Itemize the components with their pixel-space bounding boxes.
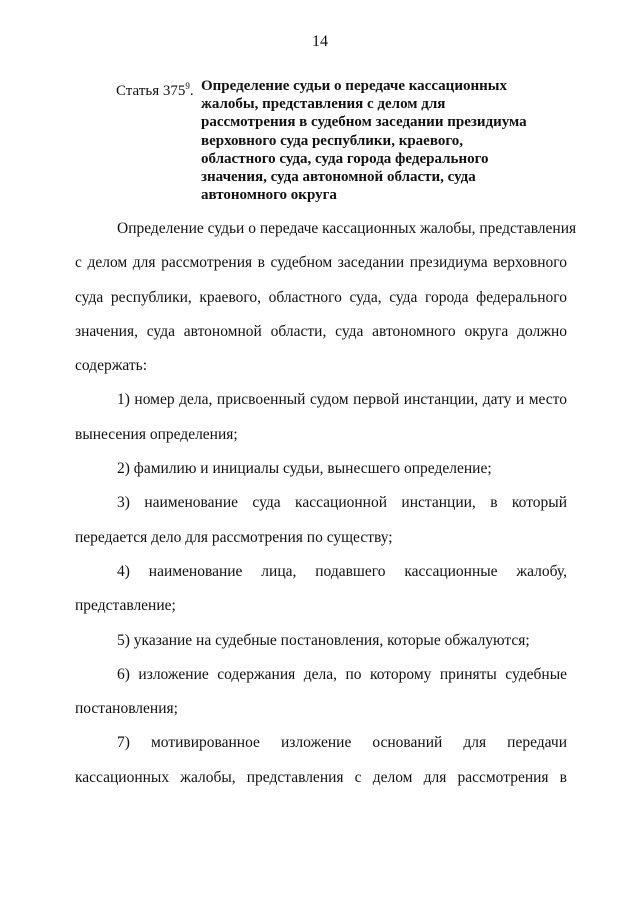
article-label <box>116 77 194 100</box>
paragraph-line: значения, суда автономной области, суда автономного округа должно <box>75 322 567 340</box>
list-item-line: представление; <box>75 597 176 615</box>
article-label-suffix: . <box>189 83 194 99</box>
list-item <box>75 658 567 727</box>
article-title-line: жалобы, представления с делом для <box>201 96 446 113</box>
list-item <box>75 555 567 624</box>
article-title-line: Определение судьи о передаче кассационных <box>201 78 507 94</box>
list-item-line: 2) фамилию и инициалы судьи, вынесшего определение; <box>117 460 492 478</box>
list-item-line: кассационных жалобы, представления с делом для рассмотрения в <box>75 768 567 786</box>
list-item-line: постановления; <box>75 700 178 718</box>
intro-paragraph <box>75 212 577 383</box>
list-item-line: 4) наименование лица, подавшего кассационные жалобу, <box>117 562 567 580</box>
list-item-line: 6) изложение содержания дела, по которому приняты судебные <box>117 665 567 683</box>
article-title-line: верховного суда республики, краевого, <box>201 132 464 149</box>
list-item <box>75 726 567 795</box>
article-title-line: автономного округа <box>201 187 337 204</box>
list-item-line: передается дело для рассмотрения по существу; <box>75 528 393 546</box>
list-item <box>75 486 567 555</box>
list-item-line: 5) указание на судебные постановления, которые обжалуются; <box>117 631 530 649</box>
article-label-prefix: Статья 375 <box>116 83 186 99</box>
article-title-line: областного суда, суда города федерального <box>201 150 489 167</box>
article-label-superscript: 9 <box>185 81 190 91</box>
article-title <box>201 77 546 204</box>
list-item-line: 7) мотивированное изложение оснований для передачи <box>117 734 567 752</box>
paragraph-line: Определение судьи о передаче кассационных жалобы, представления <box>117 220 577 237</box>
paragraph-line: с делом для рассмотрения в судебном заседании президиума верховного <box>75 254 567 272</box>
list-item <box>75 452 567 486</box>
paragraph-line: суда республики, краевого, областного суда, суда города федерального <box>75 288 567 306</box>
list-item <box>75 624 567 658</box>
list-item-line: вынесения определения; <box>75 425 238 443</box>
article-body <box>75 212 577 795</box>
article-title-line: рассмотрения в судебном заседании президиума <box>201 114 527 131</box>
page-number: 14 <box>312 33 328 50</box>
paragraph-line: содержать: <box>75 357 148 375</box>
list-item-line: 1) номер дела, присвоенный судом первой инстанции, дату и место <box>117 391 567 409</box>
article-title-line: значения, суда автономной области, суда <box>201 169 476 186</box>
list-item-line: 3) наименование суда кассационной инстанции, в который <box>117 494 567 512</box>
list-item <box>75 383 567 452</box>
